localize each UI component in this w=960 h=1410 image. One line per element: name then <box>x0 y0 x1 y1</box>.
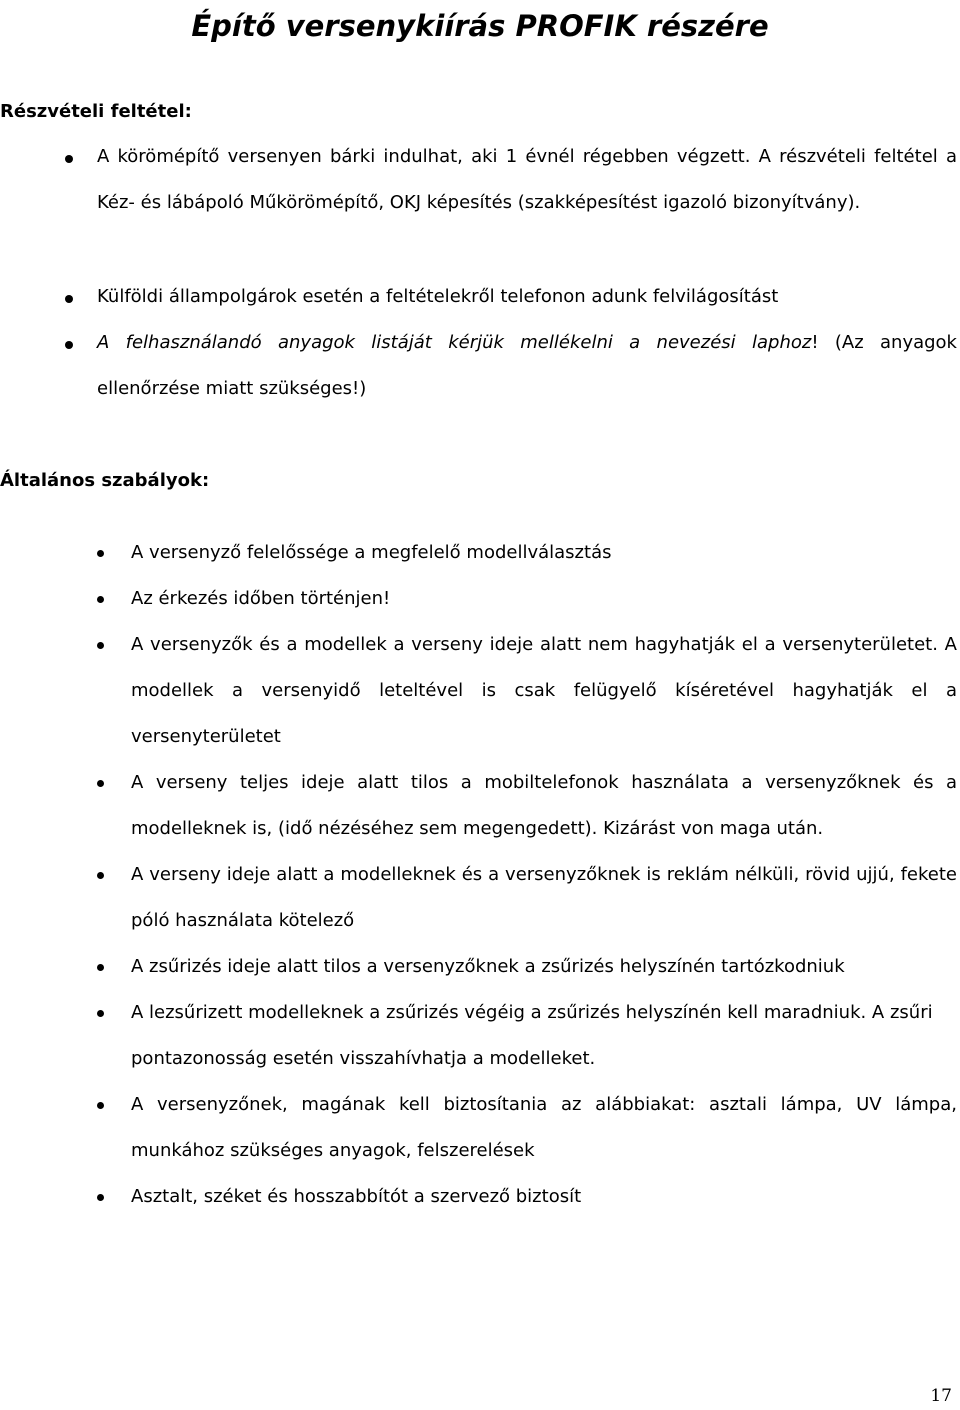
bullet-icon <box>97 642 104 649</box>
bullet-icon <box>65 155 73 163</box>
bullet-icon <box>65 295 73 303</box>
list-item-text: A zsűrizés ideje alatt tilos a versenyzőknek a zsűrizés helyszínén tartózkodniuk <box>131 956 845 977</box>
list-item-text: A lezsűrizett modelleknek a zsűrizés végéig a zsűrizés helyszínén kell maradniuk. A zsűri pontazonosság esetén visszahívhatja a modelleket. <box>131 1002 933 1069</box>
bullet-icon <box>65 341 73 349</box>
list-item-text: Asztalt, széket és hosszabbítót a szervező biztosít <box>131 1186 582 1207</box>
list-item-text: A versenyzőnek, magának kell biztosítania az alábbiakat: asztali lámpa, UV lámpa, munkához szükséges anyagok, felszerelések <box>131 1094 957 1161</box>
bullet-icon <box>97 872 104 879</box>
list-item-emphasis: A felhasználandó anyagok listáját kérjük mellékelni a nevezési laphoz <box>97 332 812 353</box>
page-title: Építő versenykiírás PROFIK részére <box>191 9 769 43</box>
bullet-icon <box>97 964 104 971</box>
bullet-icon <box>97 550 104 557</box>
list-item-text: Az érkezés időben történjen! <box>131 588 391 609</box>
list-item-note: ! (Az anyagok ellenőrzése miatt szükséges!) <box>97 332 957 399</box>
general-rules-heading: Általános szabályok: <box>0 470 210 491</box>
bullet-icon <box>97 1102 104 1109</box>
bullet-icon <box>97 596 104 603</box>
participation-heading: Részvételi feltétel: <box>0 101 192 122</box>
bullet-icon <box>97 780 104 787</box>
bullet-icon <box>97 1194 104 1201</box>
page-number: 17 <box>930 1386 952 1406</box>
list-item-text: A verseny ideje alatt a modelleknek és a versenyzőknek is reklám nélküli, rövid ujjú, fekete póló használata kötelező <box>131 864 957 931</box>
list-item-text: A versenyző felelőssége a megfelelő modellválasztás <box>131 542 612 563</box>
list-item-text: A verseny teljes ideje alatt tilos a mobiltelefonok használata a versenyzőknek és a modelleknek is, (idő nézéséhez sem megengedett). Kizárást von maga után. <box>131 772 957 839</box>
bullet-icon <box>97 1010 104 1017</box>
list-item-text: A körömépítő versenyen bárki indulhat, aki 1 évnél régebben végzett. A részvételi feltétel a Kéz- és lábápoló Műkörömépítő, OKJ képesítés (szakképesítést igazoló bizonyítvány). <box>97 146 957 213</box>
list-item-text: Külföldi állampolgárok esetén a feltételekről telefonon adunk felvilágosítást <box>97 286 779 307</box>
list-item-text: A versenyzők és a modellek a verseny ideje alatt nem hagyhatják el a versenyterületet. A modellek a versenyidő leteltével is csak felügyelő kíséretével hagyhatják el a versenyterületet <box>131 634 957 747</box>
list-item-text <box>97 320 957 412</box>
